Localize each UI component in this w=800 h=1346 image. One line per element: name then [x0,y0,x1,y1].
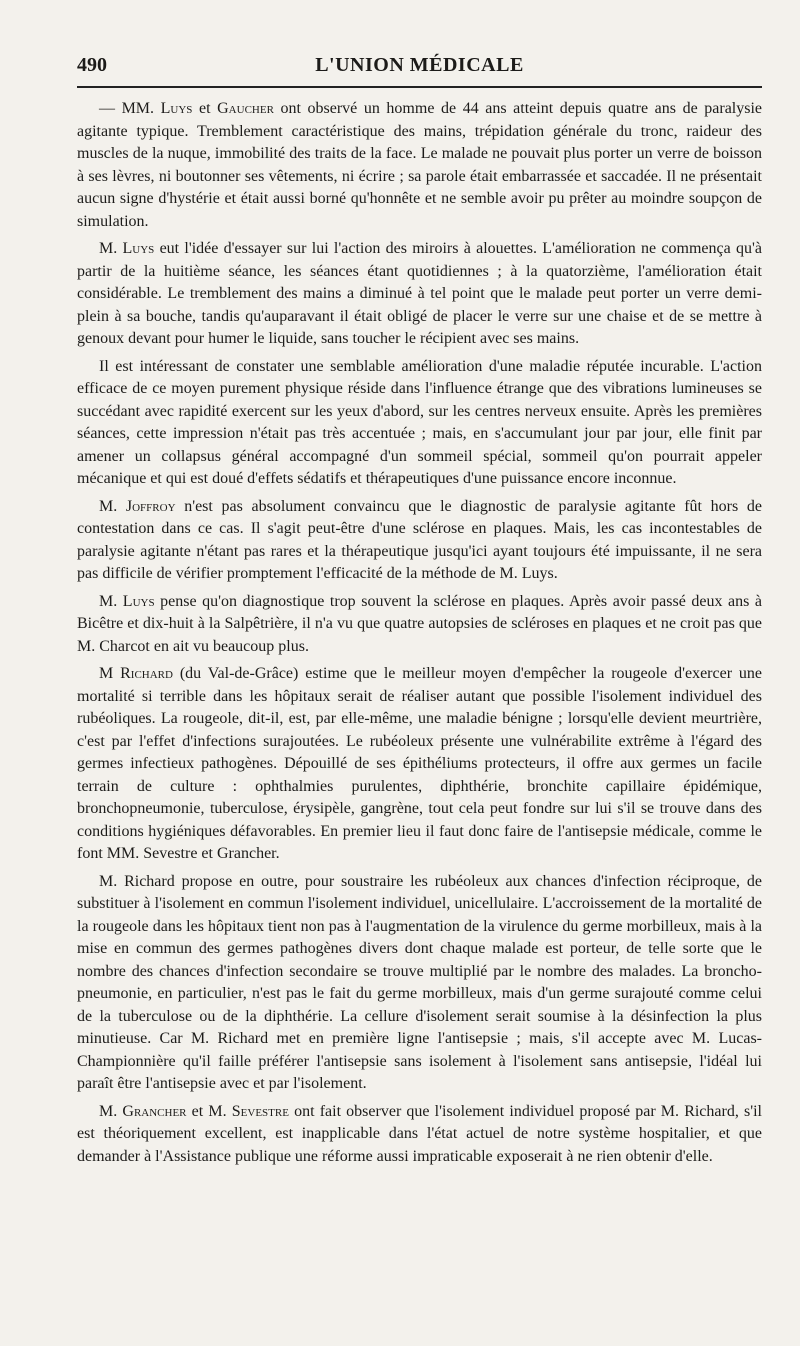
author-name: Luys [122,592,155,610]
author-name: Grancher [122,1102,187,1120]
author-name: Richard [120,665,173,682]
paragraph: M. Joffroy n'est pas absolument convaincu que le diagnostic de paralysie agitante fût hors de contestation dans ce cas. Il s'agit peut-être d'une sclérose en plaques. Mais, les cas incontestables de paralysie agitante n'étant pas rares et la thérapeutique jusqu'ici ayant toujours été impuissante, il ne sera pas difficile de vérifier promptement l'efficacité de la méthode de M. Luys. [77,497,762,582]
author-name: Gaucher [217,100,274,117]
paragraph: M. Richard propose en outre, pour soustraire les rubéoleux aux chances d'infection réciproque, de substituer à l'isolement en commun l'isolement individuel, unicellulaire. L'accroissement de la mortalité de la rougeole dans les hôpitaux tient non pas à l'augmentation de la virulence du germe morbilleux, mais à la mise en commun des germes pathogènes divers dont chaque malade est porteur, de telle sorte que le nombre des chances d'infection secondaire se trouve multiplié par le nombre des malades. La broncho-pneumonie, en particulier, n'est pas le fait du germe morbilleux, mais d'un germe surajouté comme celui de la tuberculose ou de la diphthérie. La cellure d'isolement serait soumise à la désinfection la plus minutieuse. Car M. Richard met en première ligne l'antisepsie ; mais, s'il accepte avec M. Lucas-Championnière qu'il faille préférer l'antisepsie sans isolement à l'isolement sans antisepsie, l'idéal lui paraît être l'antisepsie avec et par l'isolement. [77,872,762,1092]
page-header [77,46,762,86]
author-name: Joffroy [125,497,176,515]
author-name: Sevestre [231,1102,289,1120]
author-name: Luys [122,240,155,257]
page-number: 490 [77,54,107,76]
paragraph: Il est intéressant de constater une semblable amélioration d'une maladie réputée incurable. L'action efficace de ce moyen purement physique réside dans l'influence étrange que des vibrations lumineuses se succédant avec rapidité exercent sur les yeux d'abord, sur les centres nerveux ensuite. Après les premières séances, cette impression n'était pas très accentuée ; mais, en s'accumulant jour par jour, elle finit par amener un collapsus général accompagné d'un sommeil spécial, sommeil qu'on pourrait appeler mécanique et qui est doué d'effets sédatifs et thérapeutiques d'une puissance encore inconnue. [77,357,762,487]
author-name: Luys [160,100,193,117]
header-rule [77,86,762,88]
paragraph: M. Luys eut l'idée d'essayer sur lui l'action des miroirs à alouettes. L'amélioration ne commença qu'à partir de la huitième séance, les séances étant quotidiennes ; à la quatorzième, l'amélioration était considérable. Le tremblement des mains a diminué à tel point que le malade peut porter un verre demi-plein à sa bouche, tandis qu'auparavant il était obligé de placer le verre sur une chaise et de se mettre à genoux devant pour humer le liquide, sans toucher le récipient avec ses mains. [77,240,762,347]
paragraph: M Richard (du Val-de-Grâce) estime que le meilleur moyen d'empêcher la rougeole d'exercer une mortalité si terrible dans les hôpitaux serait de réaliser autant que possible l'isolement individuel des rubéoliques. La rougeole, dit-il, est, par elle-même, une maladie bénigne ; lorsqu'elle devient meurtrière, c'est par l'effet d'infections surajoutées. Le rubéoleux présente une vulnérabilite extrême à l'égard des germes infectieux pathogènes. Dépouillé de ses épithéliums protecteurs, il offre aux germes un facile terrain de culture : ophthalmies purulentes, diphthérie, bronchite capillaire épidémique, bronchopneumonie, tuberculose, érysipèle, gangrène, tout cela peut fondre sur lui s'il se trouve dans des conditions hygiéniques défavorables. En premier lieu il faut donc faire de l'antisepsie médicale, comme le font MM. Sevestre et Grancher. [77,665,762,862]
paragraph: — MM. Luys et Gaucher ont observé un homme de 44 ans atteint depuis quatre ans de paralysie agitante typique. Tremblement caractéristique des mains, trépidation générale du tronc, raideur des muscles de la nuque, immobilité des traits de la face. Le malade ne pouvait plus porter un verre de boisson à ses lèvres, ni boutonner ses vêtements, ni écrire ; sa parole était embarrassée et saccadée. Il ne présentait aucun signe d'hystérie et était aussi borné qu'honnête et ne semble avoir pu prêter au moindre soupçon de simulation. [77,100,763,230]
running-title: L'UNION MÉDICALE [315,54,524,76]
body-text [77,98,762,1168]
paragraph: M. Luys pense qu'on diagnostique trop souvent la sclérose en plaques. Après avoir passé deux ans à Bicêtre et dix-huit à la Salpêtrière, il n'a vu que quatre autopsies de scléroses en plaques et ne croit pas que M. Charcot en ait vu beaucoup plus. [77,592,762,655]
paragraph: M. Grancher et M. Sevestre ont fait observer que l'isolement individuel proposé par M. Richard, s'il est théoriquement excellent, est inapplicable dans l'état actuel de notre système hospitalier, et que demander à l'Assistance publique une réforme aussi impraticable exposerait à ne rien obtenir d'elle. [77,1102,762,1165]
